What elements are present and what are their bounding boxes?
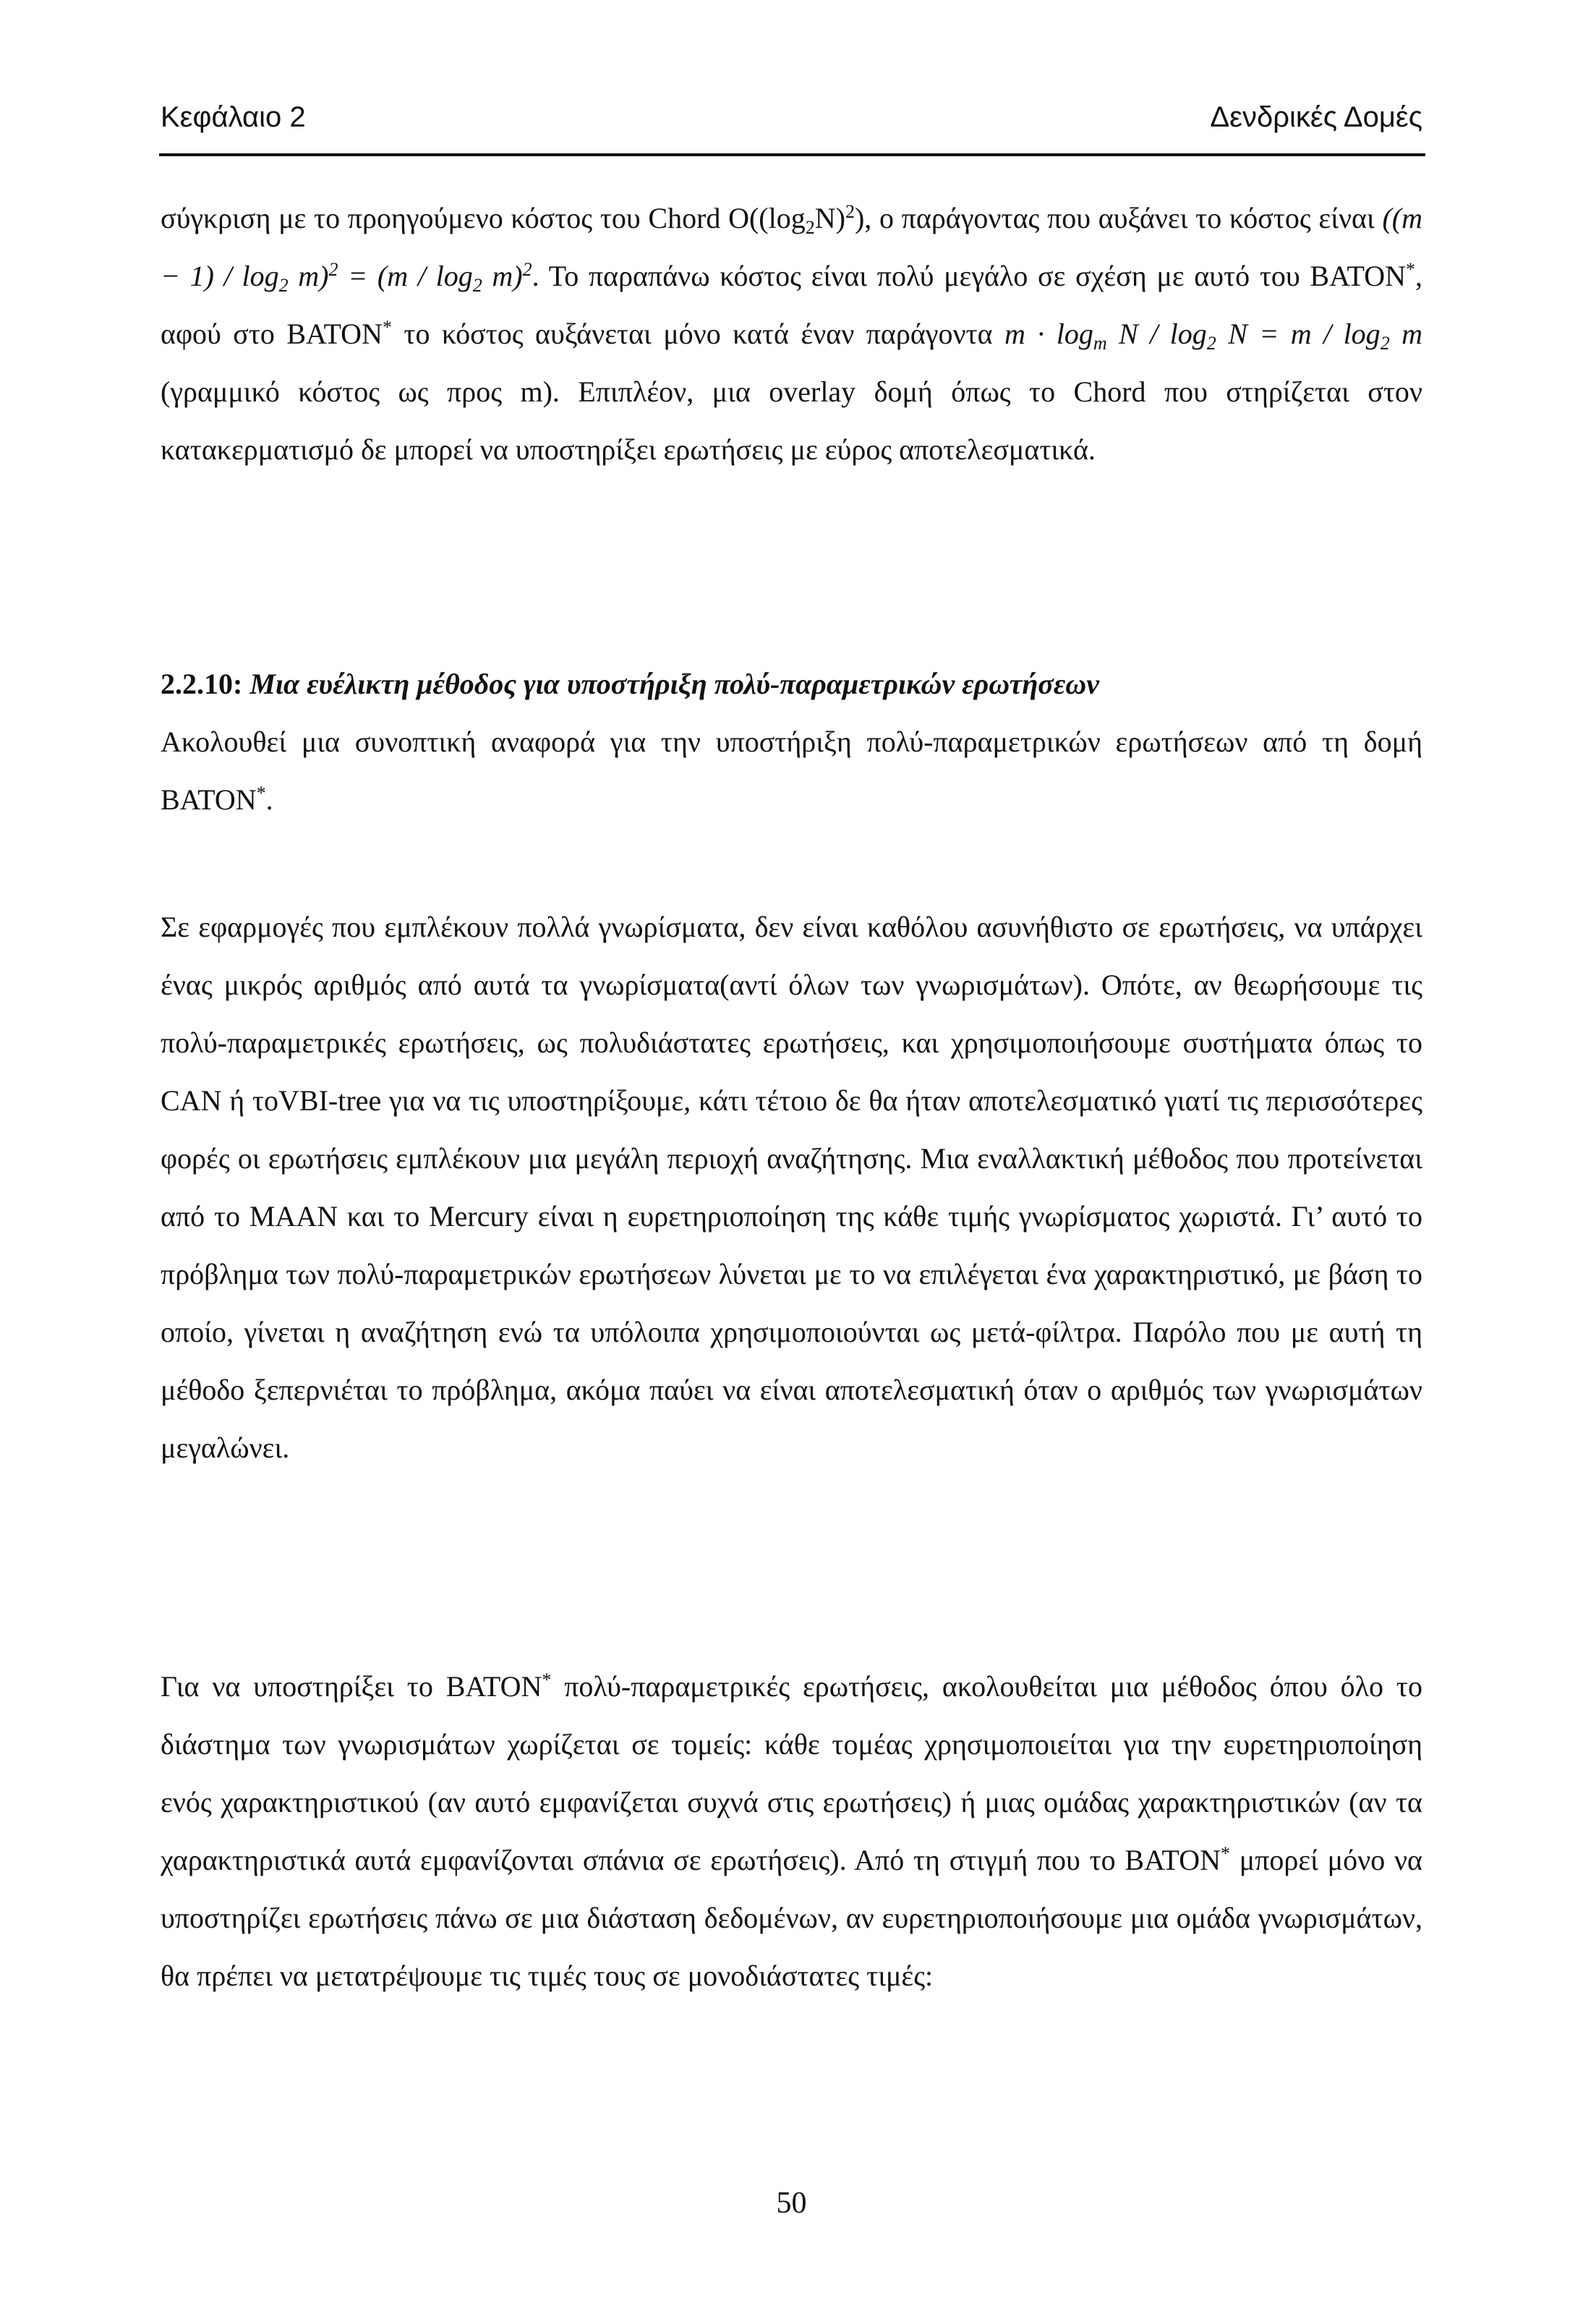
superscript: 2 <box>522 259 532 280</box>
text-run: μπορεί μόνο να υποστηρίζει ερωτήσεις πάνω σε μια διάσταση δεδομένων, αν ευρετηριοποιήσουμε μια ομάδα γνωρισμάτων, θα πρέπει να μετατρέψουμε τις τιμές τους σε μονοδιάστατες τιμές: <box>161 1844 1423 1992</box>
math-run: ((m − 1) / log <box>161 202 1422 292</box>
subscript: 2 <box>278 275 289 296</box>
paragraph-text <box>161 190 1422 479</box>
chapter-label: Κεφάλαιο 2 <box>161 101 306 133</box>
section-number: 2.2.10: <box>161 668 243 700</box>
math-run: m <box>1389 318 1422 350</box>
paragraph-baton-support <box>161 1658 1422 2005</box>
text-run: πολύ-παραμετρικές ερωτήσεις, ακολουθείται μια μέθοδος όπου όλο το διάστημα των γνωρισμάτων χωρίζεται σε τομείς: κάθε τομέας χρησιμοποιείται για την ευρετηριοποίηση ενός χαρακτηριστικού (αν αυτό εμφανίζεται συχνά στις ερωτήσεις) ή μιας ομάδας χαρακτηριστικών (αν τα χαρακτηριστικά αυτά εμφανίζονται σπάνια σε ερωτήσεις). Από τη στιγμή που το BATON <box>161 1670 1422 1876</box>
math-run: m · log <box>1004 318 1093 350</box>
paragraph-text: Σε εφαρμογές που εμπλέκουν πολλά γνωρίσματα, δεν είναι καθόλου ασυνήθιστο σε ερωτήσεις, να υπάρχει ένας μικρός αριθμός από αυτά τα γνωρίσματα(αντί όλων των γνωρισμάτων). Οπότε, αν θεωρήσουμε τις πολύ-παραμετρικές ερωτήσεις, ως πολυδιάστατες ερωτήσεις, και χρησιμοποιήσουμε συστήματα όπως το CAN ή τοVBI-tree για να τις υποστηρίξουμε, κάτι τέτοιο δε θα ήταν αποτελεσματικό γιατί τις περισσότερες φορές οι ερωτήσεις εμπλέκουν μια μεγάλη περιοχή αναζήτησης. Μια εναλλακτική μέθοδος που προτείνεται από το MAAN και το Mercury είναι η ευρετηριοποίηση της κάθε τιμής γνωρίσματος χωριστά. Γι’ αυτό το πρόβλημα των πολύ-παραμετρικών ερωτήσεων λύνεται με το να επιλέγεται ένα χαρακτηριστικό, με βάση το οποίο, γίνεται η αναζήτηση ενώ τα υπόλοιπα χρησιμοποιούνται ως μετά-φίλτρα. Παρόλο που με αυτή τη μέθοδο ξεπερνιέται το πρόβλημα, ακόμα παύει να είναι αποτελεσματική όταν ο αριθμός των γνωρισμάτων μεγαλώνει. <box>161 911 1422 1464</box>
section-label: Δενδρικές Δομές <box>1210 101 1422 133</box>
superscript: 2 <box>845 201 855 222</box>
asterisk: * <box>1406 259 1416 280</box>
paragraph-cost-comparison <box>161 190 1422 479</box>
text-run: το κόστος αυξάνεται μόνο κατά έναν παράγοντα <box>391 318 1004 350</box>
text-run: ), ο παράγοντας που αυξάνει το κόστος είναι <box>854 202 1383 234</box>
math-run: (m / log <box>377 260 473 292</box>
paragraph-intro <box>161 713 1422 829</box>
text-run: Ακολουθεί μια συνοπτική αναφορά για την υποστήριξη πολύ-παραμετρικών ερωτήσεων από τη δομή BATON <box>161 725 1422 816</box>
subscript: 2 <box>805 217 815 238</box>
subscript: 2 <box>1380 333 1390 354</box>
header-rule <box>159 153 1425 156</box>
text-run: . <box>265 783 273 816</box>
math-run: m) <box>288 260 329 292</box>
asterisk: * <box>542 1669 552 1690</box>
asterisk: * <box>1221 1843 1231 1864</box>
superscript: 2 <box>328 259 338 280</box>
formula-linear-cost <box>1004 318 1422 354</box>
running-header <box>161 95 1422 139</box>
math-run: = <box>338 260 377 292</box>
subscript: 2 <box>1206 333 1216 354</box>
paragraph-multi-attribute <box>161 898 1422 1477</box>
math-run: m) <box>482 260 523 292</box>
subscript: m <box>1093 333 1107 354</box>
section-heading <box>161 655 1422 713</box>
text-run: σύγκριση με το προηγούμενο κόστος του Chord O((log <box>161 202 806 234</box>
text-run: Για να υποστηρίξει το BATON <box>161 1670 542 1703</box>
text-run: (γραμμικό κόστος ως προς m). Επιπλέον, μια overlay δομή όπως το Chord που στηρίζεται στον κατακερματισμό δε μπορεί να υποστηρίξει ερωτήσεις με εύρος αποτελεσματικά. <box>161 375 1422 466</box>
asterisk: * <box>382 317 392 338</box>
text-run: , αφού στο BATON <box>161 260 1423 350</box>
subscript: 2 <box>472 275 482 296</box>
page-number: 50 <box>776 2187 807 2220</box>
text-run: . Το παραπάνω κόστος είναι πολύ μεγάλο σε σχέση με αυτό του BATON <box>532 260 1407 292</box>
text-run: N) <box>814 202 845 234</box>
math-run: N = m / log <box>1216 318 1381 350</box>
paragraph-text <box>161 713 1422 829</box>
asterisk: * <box>256 783 266 804</box>
section-title: Μια ευέλικτη μέθοδος για υποστήριξη πολύ-παραμετρικών ερωτήσεων <box>249 668 1099 700</box>
paragraph-text <box>161 1658 1422 2005</box>
math-run: N / log <box>1106 318 1207 350</box>
